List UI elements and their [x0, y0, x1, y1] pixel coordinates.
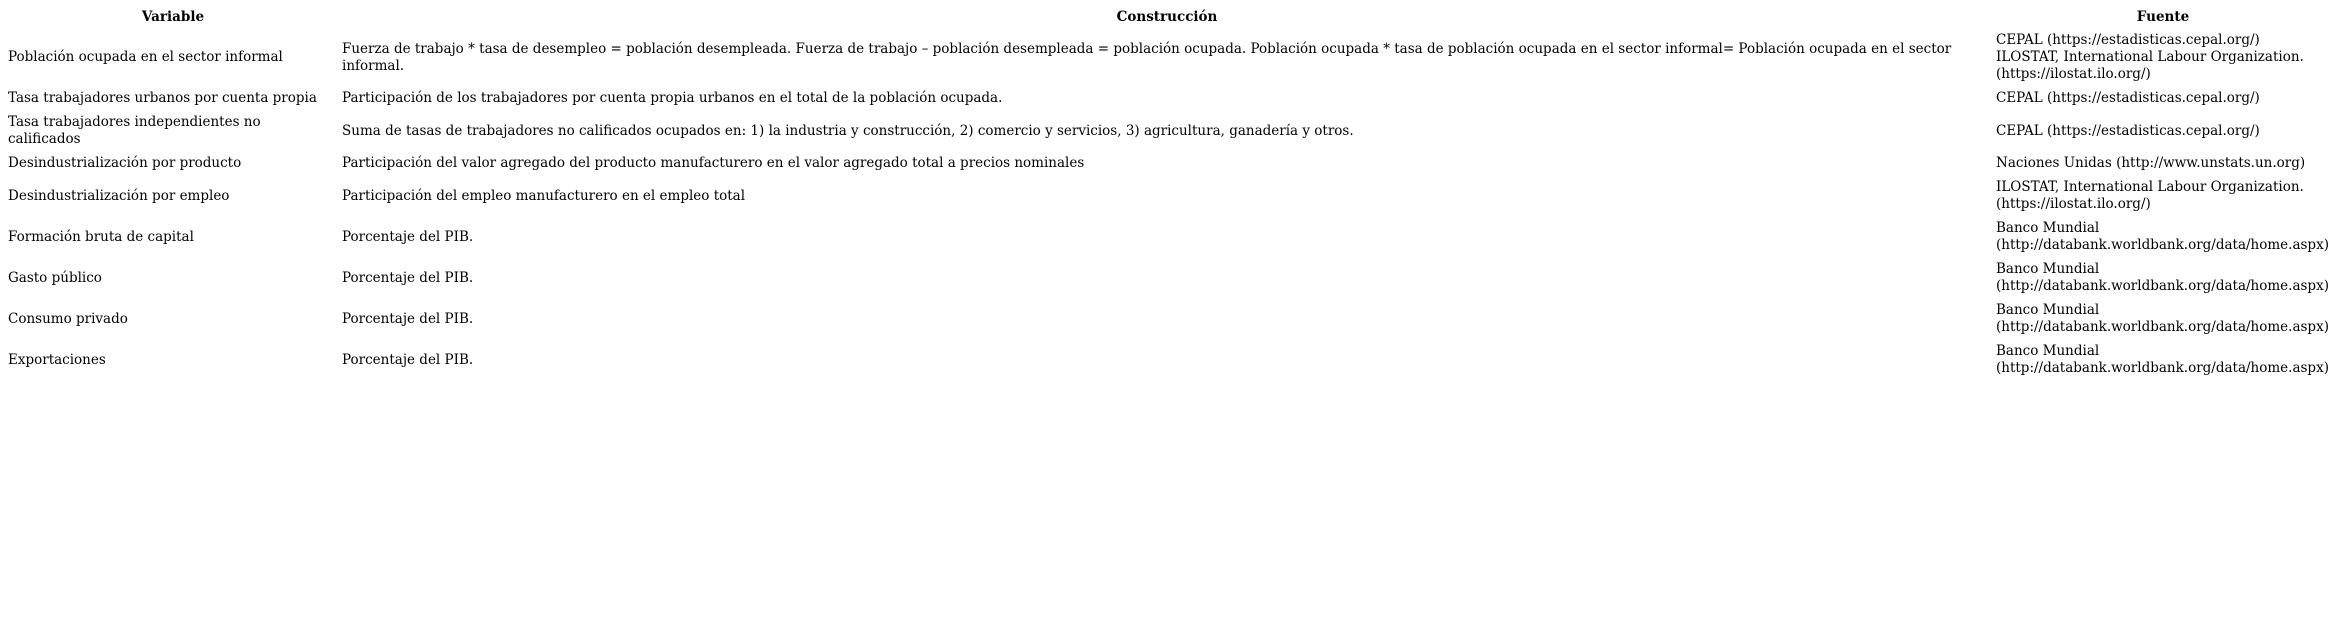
fuente-line: Banco Mundial [1996, 343, 2100, 359]
cell-variable: Formación bruta de capital [8, 228, 194, 245]
table-row [6, 257, 2332, 298]
table-row [6, 175, 2332, 216]
cell-construccion: Porcentaje del PIB. [342, 351, 474, 368]
fuente-line: (http://databank.worldbank.org/data/home.aspx) [1996, 237, 2329, 253]
fuente-line: (https://ilostat.ilo.org/) [1996, 66, 2151, 82]
cell-variable: Desindustrialización por producto [8, 155, 242, 171]
fuente-line: (http://databank.worldbank.org/data/home.aspx) [1996, 278, 2329, 294]
variables-table [6, 8, 2332, 380]
cell-construccion: Suma de tasas de trabajadores no calificados ocupados en: 1) la industria y construcción, 2) comercio y servicios, 3) agricultura, ganadería y otros. [342, 122, 1354, 139]
cell-construccion: Porcentaje del PIB. [342, 228, 474, 245]
cell-variable: Gasto público [8, 269, 102, 286]
cell-variable: Consumo privado [8, 310, 128, 327]
cell-fuente [1994, 30, 2332, 86]
cell-variable: Tasa trabajadores urbanos por cuenta propia [8, 90, 317, 106]
cell-fuente [1994, 175, 2332, 216]
fuente-line: ILOSTAT, International Labour Organization. [1996, 179, 2304, 195]
cell-construccion: Participación de los trabajadores por cuenta propia urbanos en el total de la población ocupada. [342, 90, 1003, 106]
fuente-line: (https://ilostat.ilo.org/) [1996, 196, 2151, 212]
cell-fuente [1994, 216, 2332, 257]
table-row [6, 110, 2332, 151]
cell-fuente [1994, 257, 2332, 298]
table-row [6, 216, 2332, 257]
cell-fuente [1994, 86, 2332, 110]
cell-fuente [1994, 298, 2332, 339]
cell-construccion: Porcentaje del PIB. [342, 269, 474, 286]
cell-construccion: Fuerza de trabajo * tasa de desempleo = población desempleada. Fuerza de trabajo – población desempleada = población ocupada. Población ocupada * tasa de población ocupada en el sector informal= Población ocupada en el sector informal. [342, 40, 1952, 74]
fuente-line: Banco Mundial [1996, 302, 2100, 318]
table-row [6, 86, 2332, 110]
fuente-line: ILOSTAT, International Labour Organization. [1996, 49, 2304, 65]
cell-fuente [1994, 110, 2332, 151]
cell-variable: Exportaciones [8, 351, 106, 368]
table-row [6, 30, 2332, 86]
fuente-line: CEPAL (https://estadisticas.cepal.org/) [1996, 32, 2260, 48]
header-fuente: Fuente [2136, 9, 2190, 25]
fuente-line: Banco Mundial [1996, 261, 2100, 277]
header-construccion: Construcción [1116, 9, 1218, 25]
table-row [6, 298, 2332, 339]
cell-construccion: Participación del valor agregado del producto manufacturero en el valor agregado total a precios nominales [342, 155, 1085, 171]
cell-variable: Población ocupada en el sector informal [8, 49, 283, 65]
table-row [6, 151, 2332, 175]
cell-construccion: Porcentaje del PIB. [342, 310, 474, 327]
fuente-line: CEPAL (https://estadisticas.cepal.org/) [1996, 122, 2260, 139]
table-header-row [6, 8, 2332, 30]
table-row [6, 339, 2332, 380]
cell-fuente [1994, 339, 2332, 380]
cell-fuente [1994, 151, 2332, 175]
fuente-line: Banco Mundial [1996, 220, 2100, 236]
fuente-line: CEPAL (https://estadisticas.cepal.org/) [1996, 90, 2260, 106]
cell-variable: Desindustrialización por empleo [8, 187, 230, 204]
fuente-line: (http://databank.worldbank.org/data/home.aspx) [1996, 360, 2329, 376]
cell-variable: Tasa trabajadores independientes no calificados [8, 114, 261, 147]
fuente-line: Naciones Unidas (http://www.unstats.un.org) [1996, 155, 2306, 171]
fuente-line: (http://databank.worldbank.org/data/home.aspx) [1996, 319, 2329, 335]
header-variable: Variable [141, 9, 205, 25]
cell-construccion: Participación del empleo manufacturero en el empleo total [342, 187, 746, 204]
